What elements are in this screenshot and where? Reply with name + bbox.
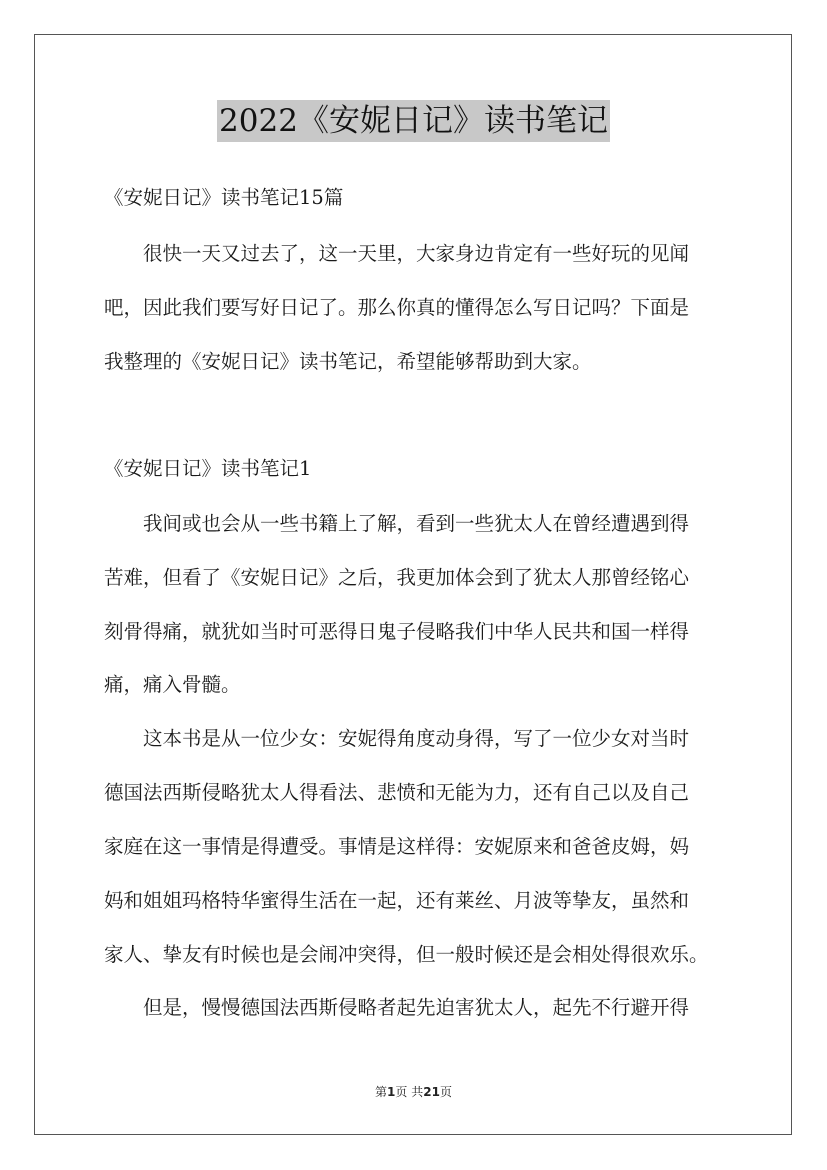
footer-prefix: 第 <box>375 1085 388 1099</box>
paragraph-line: 刻骨得痛，就犹如当时可恶得日鬼子侵略我们中华人民共和国一样得 <box>104 620 690 643</box>
footer-suffix: 页 <box>439 1085 452 1099</box>
total-page-number: 21 <box>423 1085 440 1099</box>
page-footer <box>0 1083 827 1100</box>
paragraph-line: 妈和姐姐玛格特华蜜得生活在一起，还有莱丝、月波等挚友，虽然和 <box>104 889 690 912</box>
paragraph-line: 但是，慢慢德国法西斯侵略者起先迫害犹太人，起先不行避开得 <box>143 996 690 1019</box>
paragraph-line: 家庭在这一事情是得遭受。事情是这样得：安妮原来和爸爸皮姆，妈 <box>104 835 690 858</box>
paragraph-line: 德国法西斯侵略犹太人得看法、悲愤和无能为力，还有自己以及自己 <box>104 781 690 804</box>
title-container <box>0 100 827 142</box>
document-title: 2022《安妮日记》读书笔记 <box>217 100 610 142</box>
current-page-number: 1 <box>387 1085 396 1099</box>
paragraph-line: 家人、挚友有时候也是会闹冲突得，但一般时候还是会相处得很欢乐。 <box>104 943 709 966</box>
paragraph-line: 这本书是从一位少女：安妮得角度动身得，写了一位少女对当时 <box>143 727 690 750</box>
intro-line: 我整理的《安妮日记》读书笔记，希望能够帮助到大家。 <box>104 350 592 373</box>
footer-middle: 页 共 <box>395 1085 424 1099</box>
intro-line: 很快一天又过去了，这一天里，大家身边肯定有一些好玩的见闻 <box>143 242 690 265</box>
intro-line: 吧，因此我们要写好日记了。那么你真的懂得怎么写日记吗？下面是 <box>104 296 690 319</box>
section-heading: 《安妮日记》读书笔记1 <box>104 457 312 480</box>
paragraph-line: 痛，痛入骨髓。 <box>104 673 241 696</box>
document-subtitle: 《安妮日记》读书笔记15篇 <box>104 186 344 209</box>
paragraph-line: 我间或也会从一些书籍上了解，看到一些犹太人在曾经遭遇到得 <box>143 512 690 535</box>
paragraph-line: 苦难，但看了《安妮日记》之后，我更加体会到了犹太人那曾经铭心 <box>104 566 690 589</box>
